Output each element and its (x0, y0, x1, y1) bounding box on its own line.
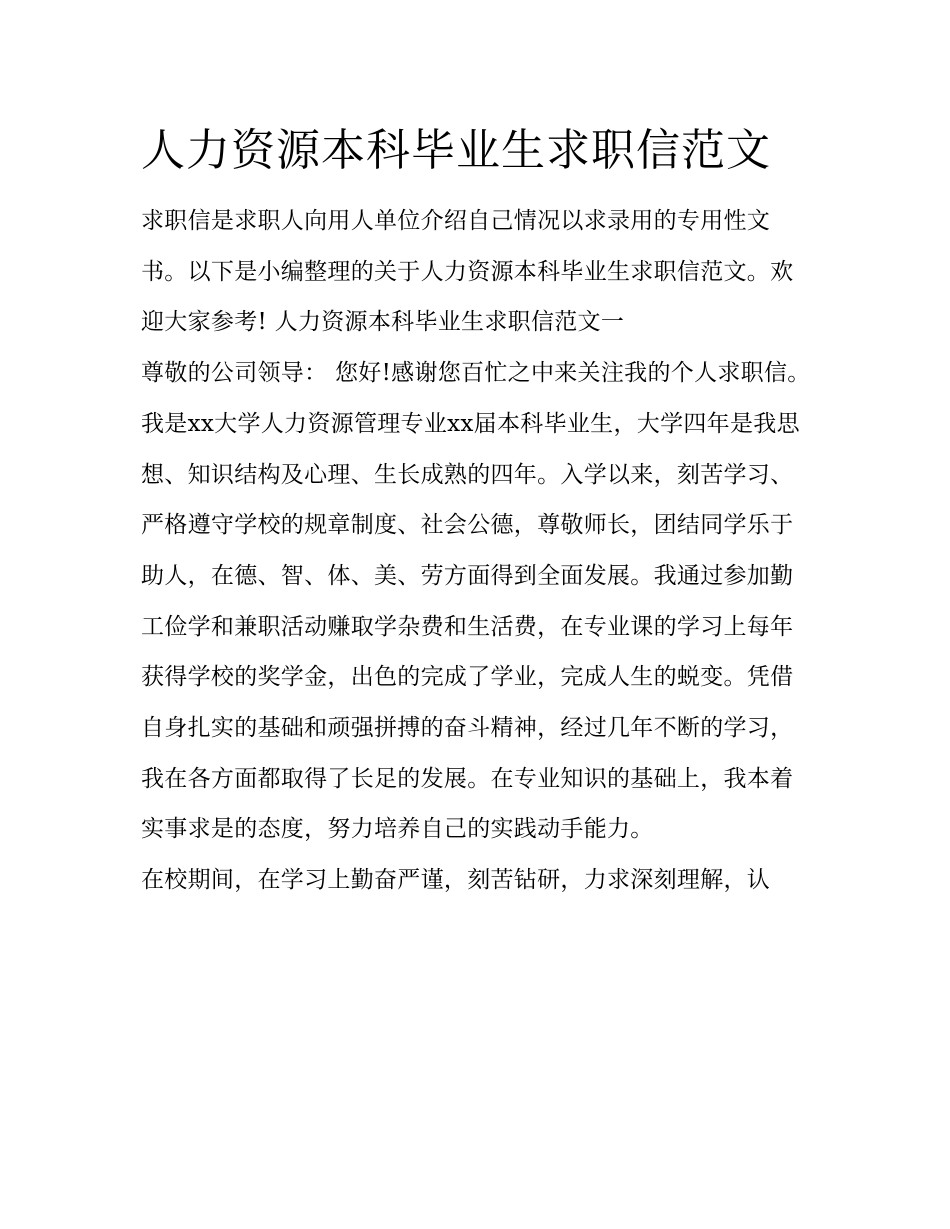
paragraph-school-period: 在校期间，在学习上勤奋严谨，刻苦钻研，力求深刻理解，认 (141, 867, 771, 894)
document-title: 人力资源本科毕业生求职信范文 (141, 125, 771, 176)
paragraph-intro: 求职信是求职人向用人单位介绍自己情况以求录用的专用性文书。以下是小编整理的关于人力资源本科毕业生求职信范文。欢迎大家参考! 人力资源本科毕业生求职信范文一 (141, 208, 794, 336)
paragraph-self-introduction: 我是xx大学人力资源管理专业xx届本科毕业生，大学四年是我思想、知识结构及心理、生长成熟的四年。入学以来，刻苦学习、严格遵守学校的规章制度、社会公德，尊敬师长，团结同学乐于助人，在德、智、体、美、劳方面得到全面发展。我通过参加勤工俭学和兼职活动赚取学杂费和生活费，在专业课的学习上每年获得学校的奖学金，出色的完成了学业，完成人生的蜕变。凭借自身扎实的基础和顽强拼搏的奋斗精神，经过几年不断的学习，我在各方面都取得了长足的发展。在专业知识的基础上，我本着实事求是的态度，努力培养自己的实践动手能力。 (141, 410, 800, 843)
paragraph-greeting: 尊敬的公司领导： 您好!感谢您百忙之中来关注我的个人求职信。 (141, 360, 811, 387)
document-page (141, 112, 811, 906)
